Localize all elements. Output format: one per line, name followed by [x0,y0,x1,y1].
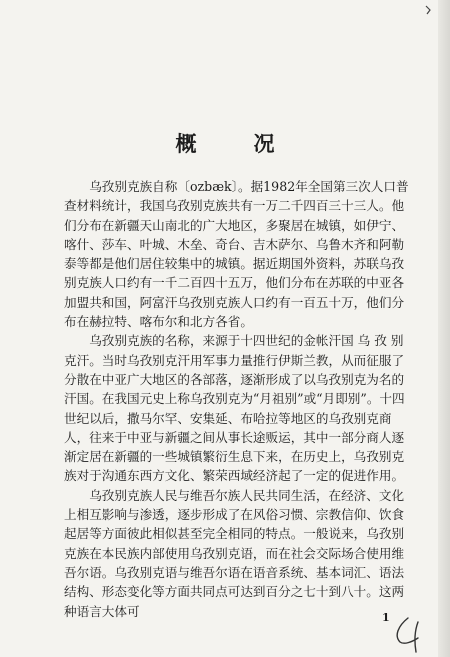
page-edge-shadow [438,0,450,657]
corner-mark [424,4,432,16]
page-title: 概 况 [175,131,293,156]
handwritten-mark-icon [388,612,430,654]
page-number: 1 [382,611,390,624]
body-text [64,177,412,621]
paragraph-3: 乌孜别克族人民与维吾尔族人民共同生活，在经济、文化上相互影响与渗透，逐步形成了在风俗习惯、宗教信仰、饮食起居等方面彼此相似甚至完全相同的特点。一般说来，乌孜别克族在本民族内部使用乌孜别克语，而在社会交际场合使用维吾尔语。乌孜别克语与维吾尔语在语音系统、基本词汇、语法结构、形态变化等方面共同点可达到百分之七十到八十。这两种语言大体可 [64,487,405,619]
paragraph-2: 乌孜别克族的名称，来源于十四世纪的金帐汗国 乌 孜 别 克汗。当时乌孜别克汗用军事力量推行伊斯兰教，从而征服了分散在中亚广大地区的各部落，逐渐形成了以乌孜别克为名的汗国。在我国元史上称乌孜别克为“月祖别”或“月即别”。十四世纪以后，撒马尔罕、安集延、布哈拉等地区的乌孜别克商人，往来于中亚与新疆之间从事长途贩运，其中一部分商人逐渐定居在新疆的一些城镇繁衍生息下来，在历史上，乌孜别克族对于沟通东西方文化、繁荣西域经济起了一定的促进作用。 [64,333,405,484]
paragraph-1: 乌孜别克族自称〔ozbæk〕。据1982年全国第三次人口普查材料统计，我国乌孜别克族共有一万二千四百三十三人。他们分布在新疆天山南北的广大地区，多聚居在城镇，如伊宁、喀什、莎车、叶城、木垒、奇台、吉木萨尔、乌鲁木齐和阿勒泰等都是他们居住较集中的城镇。据近期国外资料，苏联乌孜别克族人口约有一千二百四十五万，他们分布在苏联的中亚各加盟共和国，阿富汗乌孜别克族人口约有一百五十万，他们分布在赫拉特、喀布尔和北方各省。 [64,179,409,330]
